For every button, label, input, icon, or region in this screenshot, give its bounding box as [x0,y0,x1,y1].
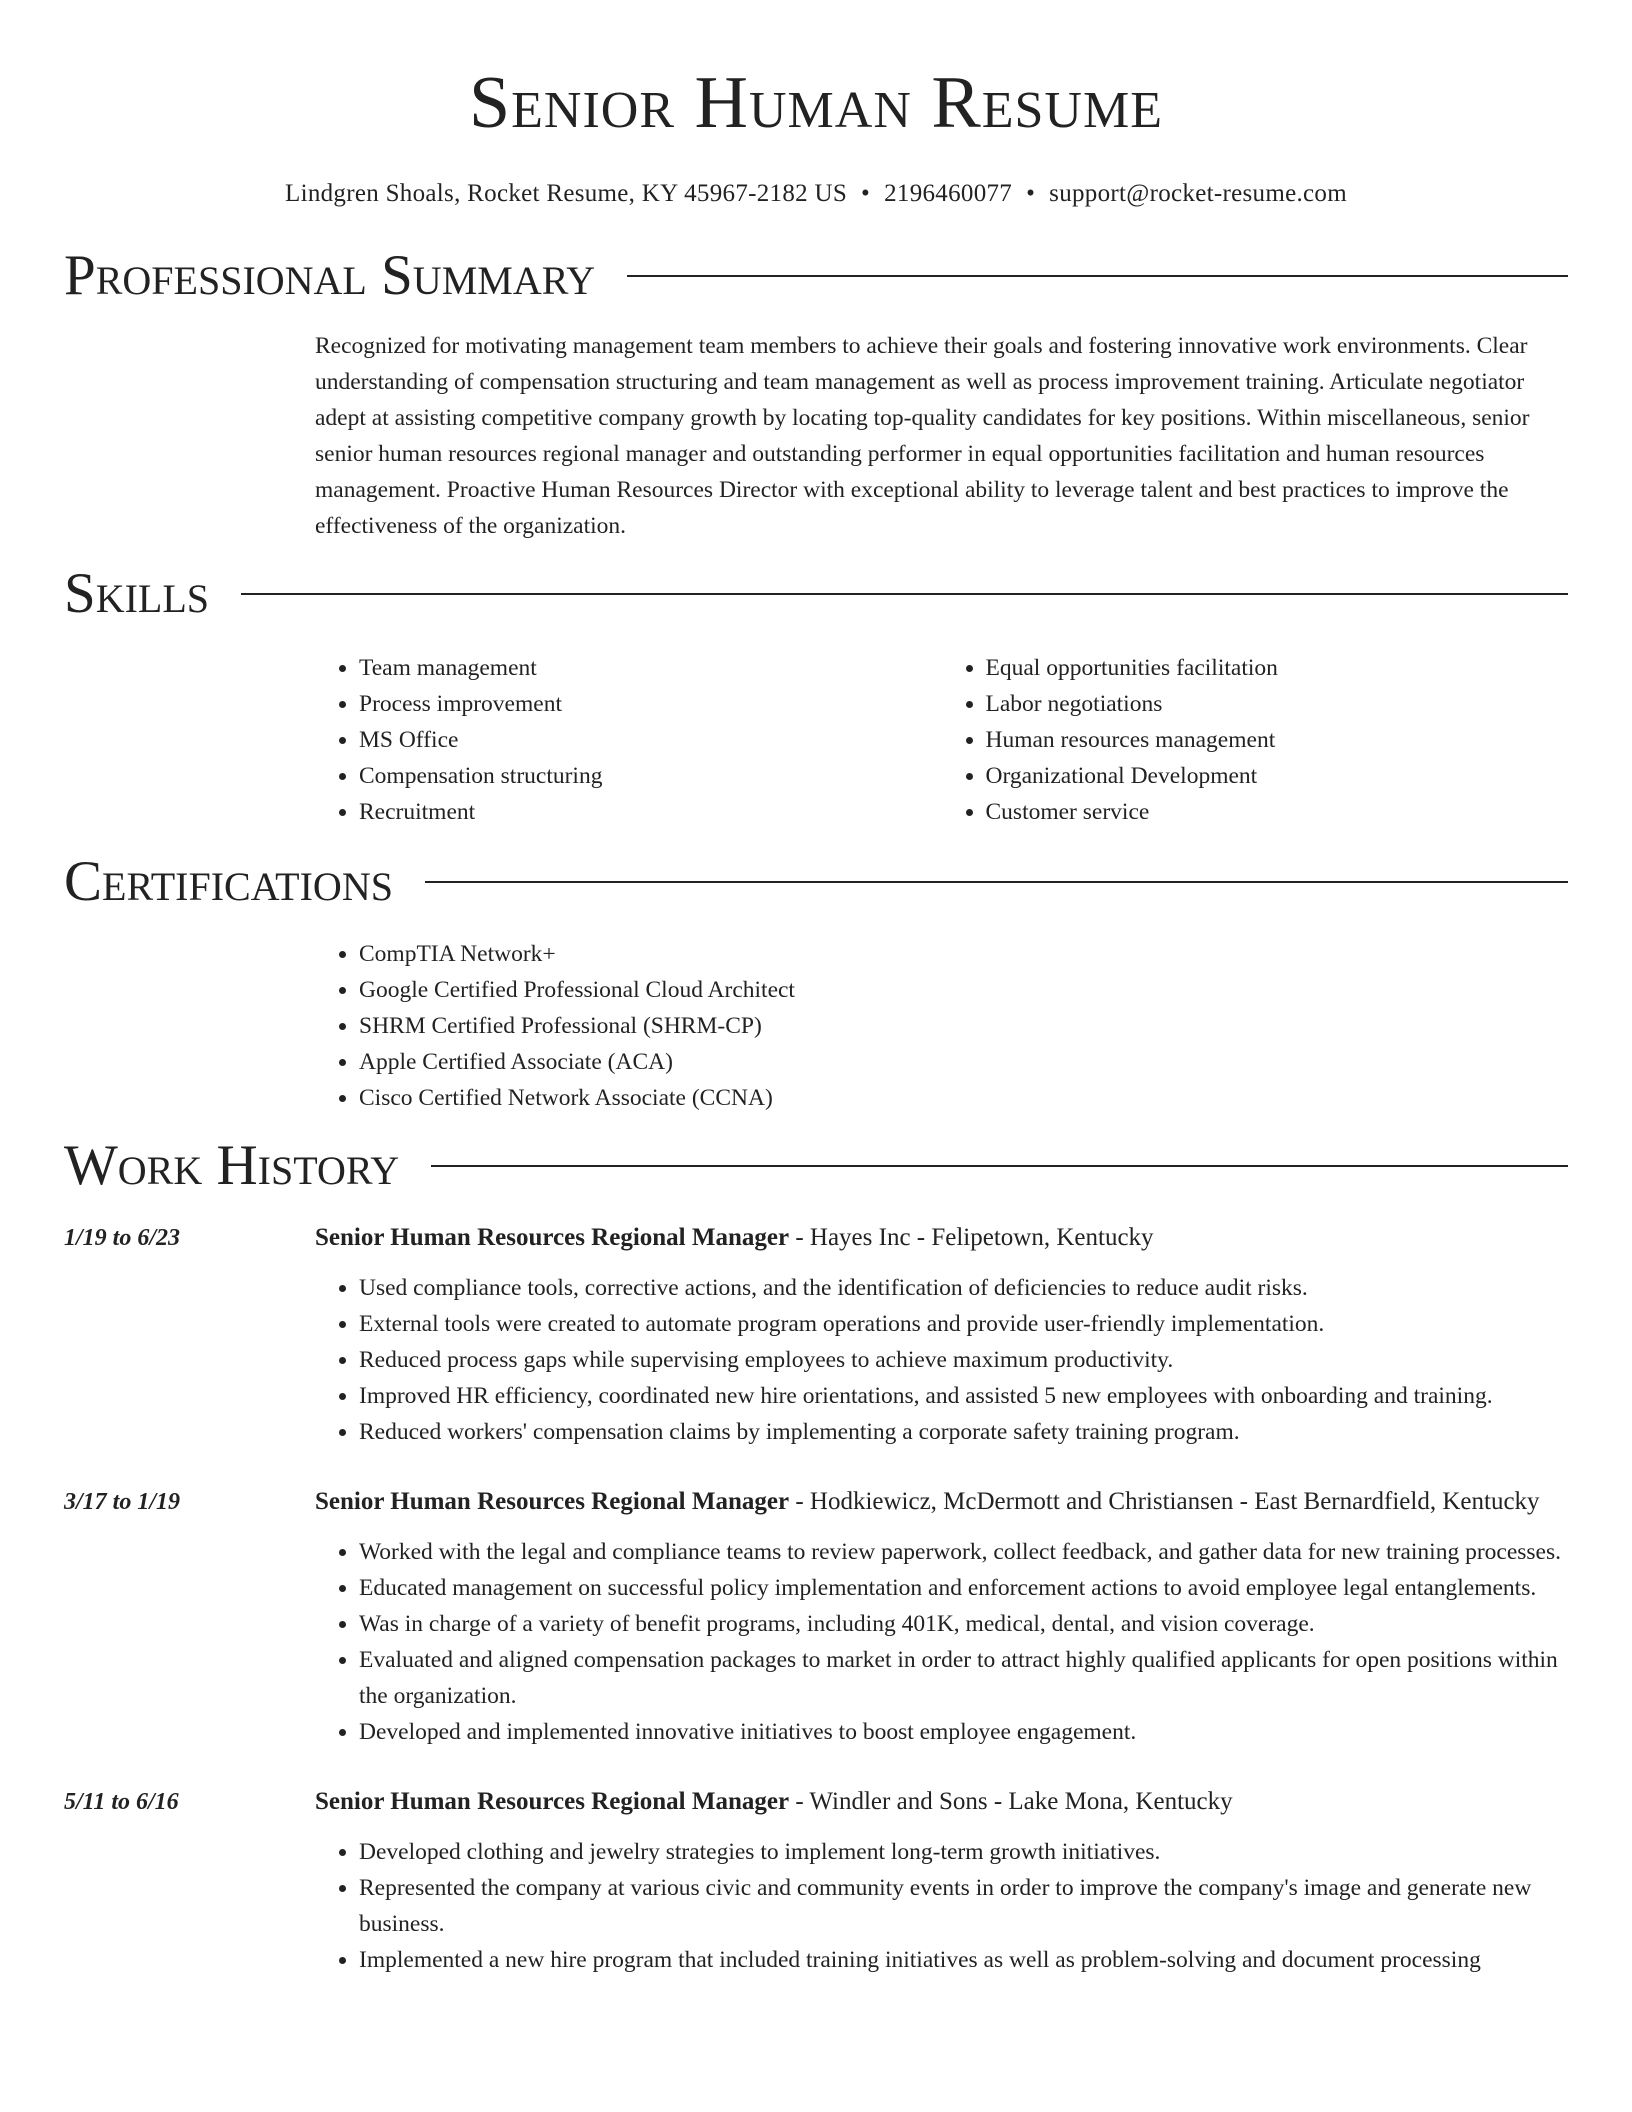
summary-text: Recognized for motivating management team members to achieve their goals and fostering innovative work environments. Clear understanding of compensation structuring and team management as well as process improvement training. Articulate negotiator adept at assisting competitive company growth by locating top-quality candidates for key positions. Within miscellaneous, senior senior human resources regional manager and outstanding performer in equal opportunities facilitation and human resources management. Proactive Human Resources Director with exceptional ability to leverage talent and best practices to improve the effectiveness of the organization. [315,333,1530,539]
job-bullets [315,1534,1568,1750]
job-bullet: • Developed clothing and jewelry strategies to implement long-term growth initiatives. [359,1834,1568,1870]
job-bullet: • Worked with the legal and compliance teams to review paperwork, collect feedback, and gather data for new training processes. [359,1534,1568,1570]
job-title: Senior Human Resources Regional Manager [315,1788,790,1815]
section-divider [241,593,1568,595]
skill-item: • Recruitment [359,794,942,830]
job-bullet: • Improved HR efficiency, coordinated new hire orientations, and assisted 5 new employees with onboarding and training. [359,1378,1568,1414]
job-bullets [315,1270,1568,1450]
skill-item: • Labor negotiations [986,686,1569,722]
job-bullet: • Reduced workers' compensation claims by implementing a corporate safety training program. [359,1414,1568,1450]
work-section-title: Work History [64,1134,400,1197]
work-section-header [64,1134,1568,1198]
certifications-section-header [64,850,1568,914]
job-company: - Hayes Inc - Felipetown, Kentucky [789,1224,1154,1251]
contact-email: support@rocket-resume.com [1049,180,1347,207]
job-bullet: • Evaluated and aligned compensation packages to market in order to attract highly qualified applicants for open positions within the organization. [359,1642,1568,1714]
job-company: - Windler and Sons - Lake Mona, Kentucky [789,1788,1233,1815]
job-bullet: • Educated management on successful policy implementation and enforcement actions to avoid employee legal entanglements. [359,1570,1568,1606]
skill-item: • Team management [359,650,942,686]
certification-item: • CompTIA Network+ [359,936,1568,972]
job-title: Senior Human Resources Regional Manager [315,1224,790,1251]
job-company: - Hodkiewicz, McDermott and Christiansen - East Bernardfield, Kentucky [789,1488,1540,1515]
summary-section-header [64,244,1568,308]
job-bullet: • Used compliance tools, corrective actions, and the identification of deficiencies to reduce audit risks. [359,1270,1568,1306]
certification-item: • Google Certified Professional Cloud Architect [359,972,1568,1008]
skill-item: • Customer service [986,794,1569,830]
job-heading [315,1482,1568,1522]
skills-section-title: Skills [64,562,210,625]
job-dates: 5/11 to 6/16 [64,1789,179,1815]
certifications-section-title: Certifications [64,850,393,913]
certification-item: • Apple Certified Associate (ACA) [359,1044,1568,1080]
job-bullet: • Represented the company at various civic and community events in order to improve the company's image and generate new business. [359,1870,1568,1942]
job-entry [64,1218,1568,1450]
contact-address: Lindgren Shoals, Rocket Resume, KY 45967-2182 US [285,180,848,207]
section-divider [627,275,1568,277]
contact-phone: 2196460077 [884,180,1013,207]
job-dates: 3/17 to 1/19 [64,1489,181,1515]
job-dates: 1/19 to 6/23 [64,1225,181,1251]
certification-item: • SHRM Certified Professional (SHRM-CP) [359,1008,1568,1044]
skill-item: • Process improvement [359,686,942,722]
skill-item: • Organizational Development [986,758,1569,794]
resume-page [64,0,1568,1978]
skill-item: • MS Office [359,722,942,758]
skills-column-left [315,650,942,830]
skill-item: • Compensation structuring [359,758,942,794]
job-bullet: • Implemented a new hire program that included training initiatives as well as problem-solving and document processing [359,1942,1568,1978]
certifications-list [315,936,1568,1116]
job-bullet: • Reduced process gaps while supervising employees to achieve maximum productivity. [359,1342,1568,1378]
resume-name: Senior Human Resume [469,62,1163,144]
job-bullets [315,1834,1568,1978]
job-bullet: • Was in charge of a variety of benefit programs, including 401K, medical, dental, and vision coverage. [359,1606,1568,1642]
job-entry [64,1782,1568,1978]
section-divider [431,1165,1568,1167]
contact-separator: • [861,180,871,207]
job-bullet: • Developed and implemented innovative initiatives to boost employee engagement. [359,1714,1568,1750]
summary-body [315,328,1568,544]
job-heading [315,1218,1568,1258]
summary-section-title: Professional Summary [64,244,596,307]
skills-list [315,650,1568,830]
job-heading [315,1782,1568,1822]
skill-item: • Equal opportunities facilitation [986,650,1569,686]
contact-separator: • [1026,180,1036,207]
skills-section-header [64,562,1568,626]
job-bullet: • External tools were created to automate program operations and provide user-friendly implementation. [359,1306,1568,1342]
certification-item: • Cisco Certified Network Associate (CCNA) [359,1080,1568,1116]
contact-line [64,178,1568,210]
skill-item: • Human resources management [986,722,1569,758]
job-entry [64,1482,1568,1750]
section-divider [425,881,1568,883]
job-title: Senior Human Resources Regional Manager [315,1488,790,1515]
skills-column-right [942,650,1569,830]
